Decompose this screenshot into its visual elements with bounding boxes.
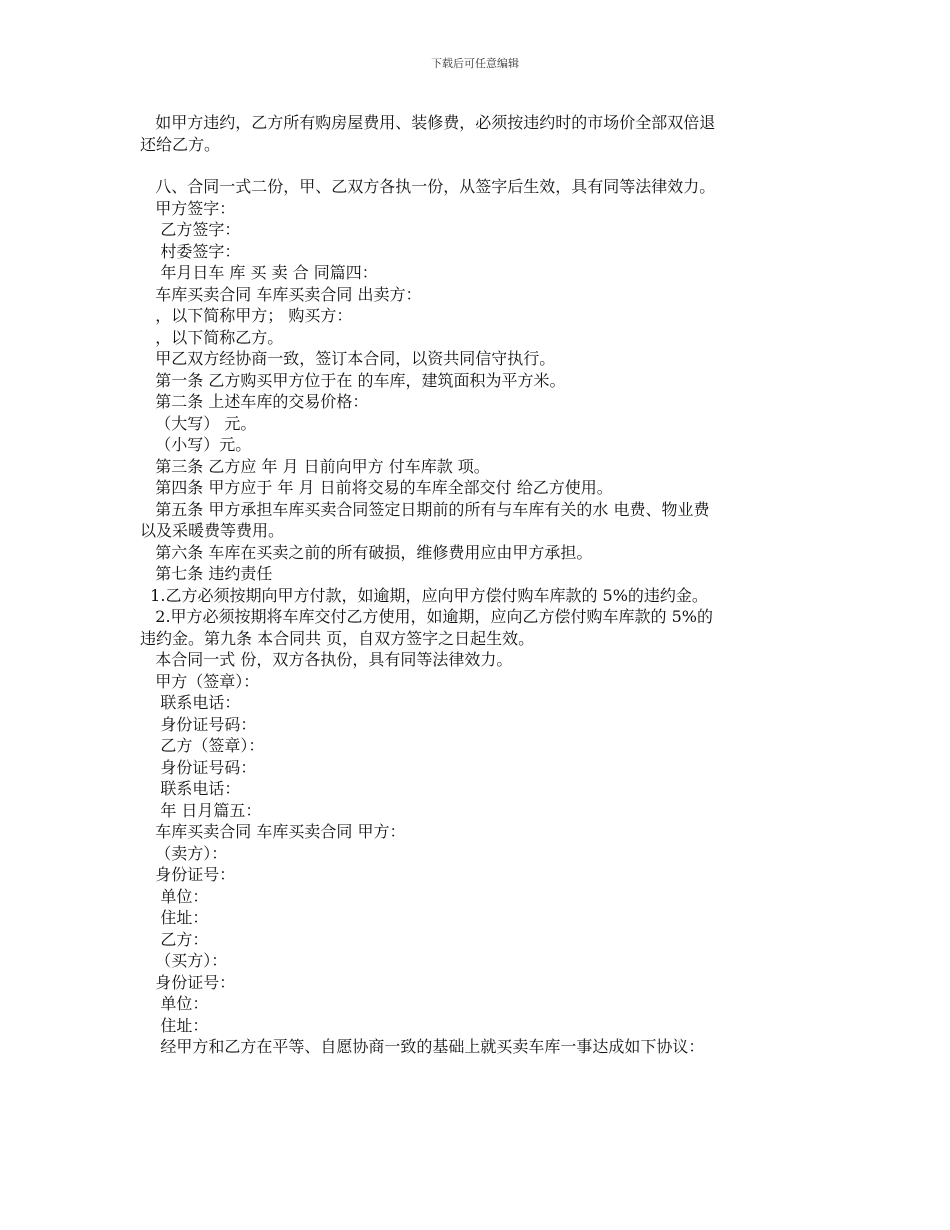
text-line: 乙方（签章）：	[140, 736, 265, 755]
text-line: 以及采暖费等费用。	[140, 521, 285, 540]
text-line: 单位：	[140, 994, 209, 1013]
text-line: （卖方）：	[140, 843, 228, 863]
document-body	[140, 112, 808, 1058]
text-line: 村委签字：	[140, 241, 241, 261]
text-line: （大写） 元。	[140, 413, 257, 433]
text-line: 车库买卖合同 车库买卖合同 甲方：	[140, 822, 406, 841]
text-line: 乙方签字：	[140, 220, 241, 239]
text-line: 2.甲方必须按期将车库交付乙方使用，如逾期，应向乙方偿付购车库款的 5%的	[140, 607, 714, 626]
text-line: 身份证号：	[140, 972, 236, 992]
text-line: （买方）：	[140, 951, 228, 970]
text-line: 年 日月篇五：	[140, 800, 262, 820]
text-line: 还给乙方。	[140, 134, 221, 154]
text-line: 第七条 违约责任	[140, 564, 273, 583]
text-line: 第二条 上述车库的交易价格：	[140, 392, 369, 411]
text-line: 单位：	[140, 886, 209, 906]
text-line: 年月日车 库 买 卖 合 同篇四：	[140, 263, 378, 282]
text-line: 经甲方和乙方在平等、自愿协商一致的基础上就买卖车库一事达成如下协议：	[140, 1037, 705, 1056]
text-line: 乙方：	[140, 929, 209, 949]
text-line: ，以下简称甲方； 购买方：	[140, 306, 353, 325]
page-header: 下载后可任意编辑	[431, 57, 519, 70]
text-line: 第六条 车库在买卖之前的所有破损，维修费用应由甲方承担。	[140, 542, 593, 562]
text-line: 住址：	[140, 1015, 209, 1035]
text-line: 八、合同一式二份，甲、乙双方各执一份，从签字后生效，具有同等法律效力。	[140, 177, 716, 196]
text-line: 甲方（签章）：	[140, 671, 260, 691]
text-line: 第五条 甲方承担车库买卖合同签定日期前的所有与车库有关的水 电费、物业费	[140, 499, 710, 519]
text-line: 第三条 乙方应 年 月 日前向甲方 付车库款 项。	[140, 456, 490, 476]
text-line: 甲方签字：	[140, 198, 236, 218]
text-line: 1.乙方必须按期向甲方付款，如逾期，应向甲方偿付购车库款的 5%的违约金。	[140, 585, 708, 605]
paragraph-gap	[140, 155, 808, 176]
text-line: 住址：	[140, 908, 209, 927]
text-line: ，以下简称乙方。	[140, 327, 284, 347]
text-line: 甲乙双方经协商一致，签订本合同，以资共同信守执行。	[140, 349, 556, 368]
text-line: 第一条 乙方购买甲方位于在 的车库，建筑面积为平方米。	[140, 370, 566, 390]
text-line: 联系电话：	[140, 693, 241, 712]
text-line: 身份证号码：	[140, 757, 257, 777]
text-line: 联系电话：	[140, 779, 241, 798]
text-line: （小写）元。	[140, 435, 252, 454]
text-line: 车库买卖合同 车库买卖合同 出卖方：	[140, 284, 422, 304]
text-line: 身份证号码：	[140, 714, 257, 734]
text-line: 违约金。第九条 本合同共 页，自双方签字之日起生效。	[140, 628, 535, 648]
text-line: 身份证号：	[140, 865, 236, 884]
text-line: 如甲方违约，乙方所有购房屋费用、装修费，必须按违约时的市场价全部双倍退	[140, 113, 716, 132]
text-line: 第四条 甲方应于 年 月 日前将交易的车库全部交付 给乙方使用。	[140, 478, 613, 497]
text-line: 本合同一式 份，双方各执份，具有同等法律效力。	[140, 650, 513, 669]
